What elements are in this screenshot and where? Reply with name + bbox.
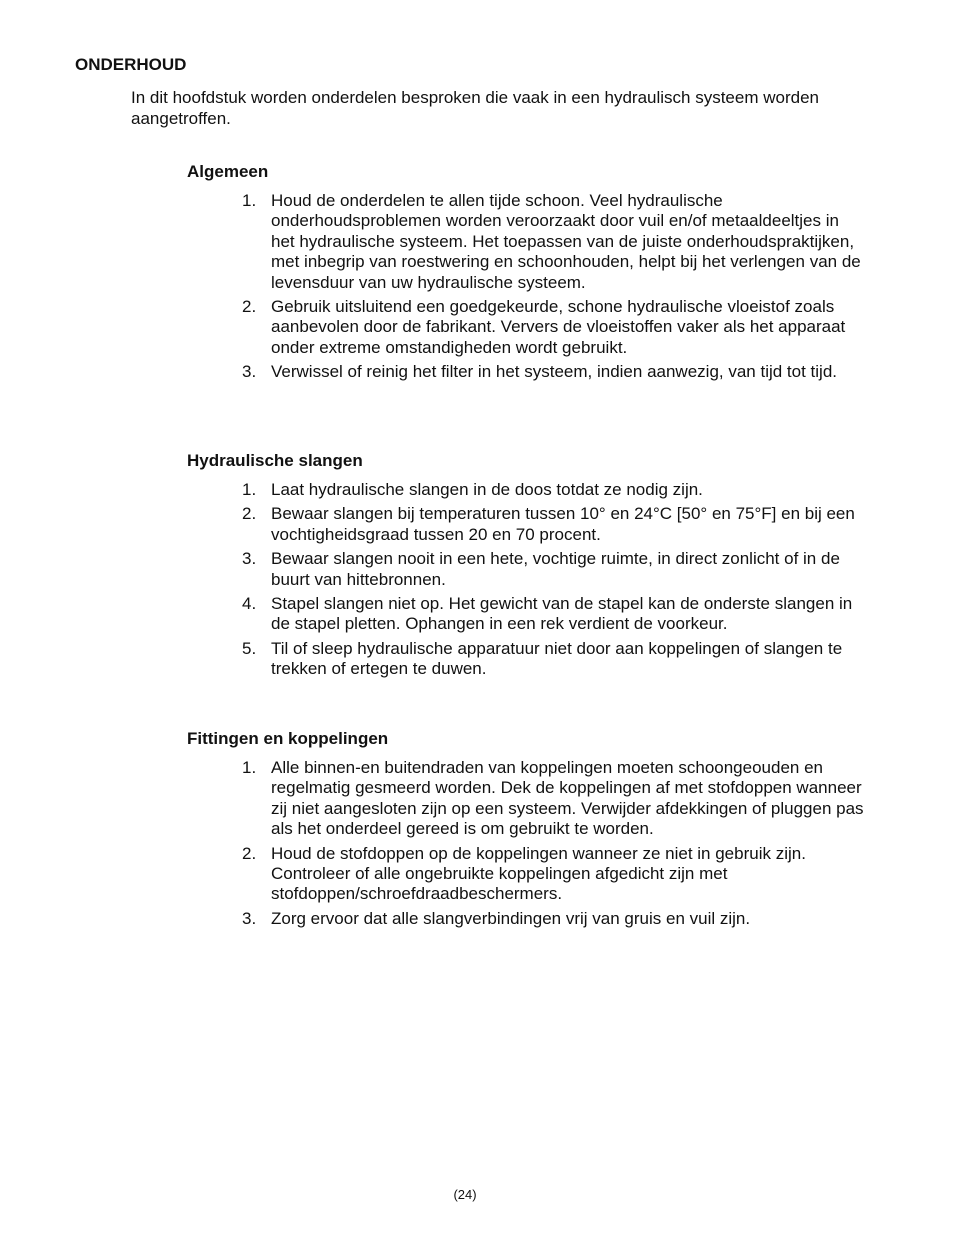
list-item (242, 638, 867, 680)
intro-paragraph: In dit hoofdstuk worden onderdelen besproken die vaak in een hydraulisch systeem worden aangetroffen. (131, 88, 819, 128)
list-item (242, 843, 867, 905)
item-number: 2. (242, 504, 257, 524)
section-heading: Algemeen (187, 162, 269, 181)
item-number: 3. (242, 908, 257, 928)
item-text: Bewaar slangen nooit in een hete, vochtige ruimte, in direct zonlicht of in de buurt van hittebronnen. (271, 549, 840, 589)
section-heading: Fittingen en koppelingen (187, 729, 389, 748)
item-text: Alle binnen-en buitendraden van koppelingen moeten schoongeouden en regelmatig gesmeerd worden. Dek de koppelingen af met stofdoppen wanneer zij niet aangesloten zijn op een systeem. Verwijder afdekkingen of pluggen pas als het onderdeel gereed is om gebruikt te worden. (271, 758, 864, 839)
item-number: 4. (242, 594, 257, 614)
item-text: Gebruik uitsluitend een goedgekeurde, schone hydraulische vloeistof zoals aanbevolen door de fabrikant. Ververs de vloeistoffen vaker als het apparaat onder extreme omstandigheden wordt gebruikt. (271, 297, 846, 357)
list-item (242, 297, 867, 358)
list-item (242, 594, 867, 635)
section-heading: Hydraulische slangen (187, 451, 363, 470)
section-algemeen (187, 162, 867, 387)
item-text: Til of sleep hydraulische apparatuur niet door aan koppelingen of slangen te trekken of ertegen te duwen. (271, 638, 843, 679)
steps-list (187, 191, 867, 383)
item-number: 2. (242, 843, 257, 863)
item-text: Houd de onderdelen te allen tijde schoon. Veel hydraulische onderhoudsproblemen worden veroorzaakt door vuil en/of metaaldeeltjes in het hydraulische systeem. Het toepassen van de juiste onderhoudspraktijken, met inbegrip van roestwering en schoonhouden, helpt bij het verlengen van de levensduur van uw hydraulische systeem. (271, 191, 861, 292)
steps-list (187, 480, 867, 680)
steps-list (187, 758, 867, 929)
item-text: Verwissel of reinig het filter in het systeem, indien aanwezig, van tijd tot tijd. (271, 362, 838, 382)
section-fittingen-en-koppelingen (187, 729, 867, 933)
page-title: ONDERHOUD (75, 55, 187, 74)
list-item (242, 908, 867, 929)
section-hydraulische-slangen (187, 451, 867, 684)
item-number: 1. (242, 758, 257, 777)
list-item (242, 504, 867, 545)
item-text: Laat hydraulische slangen in de doos totdat ze nodig zijn. (271, 480, 703, 499)
item-text: Stapel slangen niet op. Het gewicht van de stapel kan de onderste slangen in de stapel pletten. Ophangen in een rek verdient de voorkeur. (271, 594, 853, 634)
list-item (242, 362, 867, 382)
item-text: Bewaar slangen bij temperaturen tussen 10° en 24°C [50° en 75°F] en bij een vochtigheidsgraad tussen 20 en 70 procent. (271, 504, 855, 544)
item-text: Houd de stofdoppen op de koppelingen wanneer ze niet in gebruik zijn. Controleer of alle ongebruikte koppelingen afgedicht zijn met stofdoppen/schroefdraadbeschermers. (271, 843, 806, 904)
item-number: 1. (242, 480, 257, 499)
page-number: (24) (453, 1187, 477, 1202)
list-item (242, 758, 867, 840)
item-text: Zorg ervoor dat alle slangverbindingen vrij van gruis en vuil zijn. (271, 908, 751, 928)
item-number: 5. (242, 638, 257, 658)
item-number: 3. (242, 549, 257, 569)
list-item (242, 191, 867, 293)
item-number: 1. (242, 191, 257, 210)
item-number: 2. (242, 297, 257, 317)
item-number: 3. (242, 362, 257, 382)
list-item (242, 549, 867, 590)
list-item (242, 480, 867, 500)
